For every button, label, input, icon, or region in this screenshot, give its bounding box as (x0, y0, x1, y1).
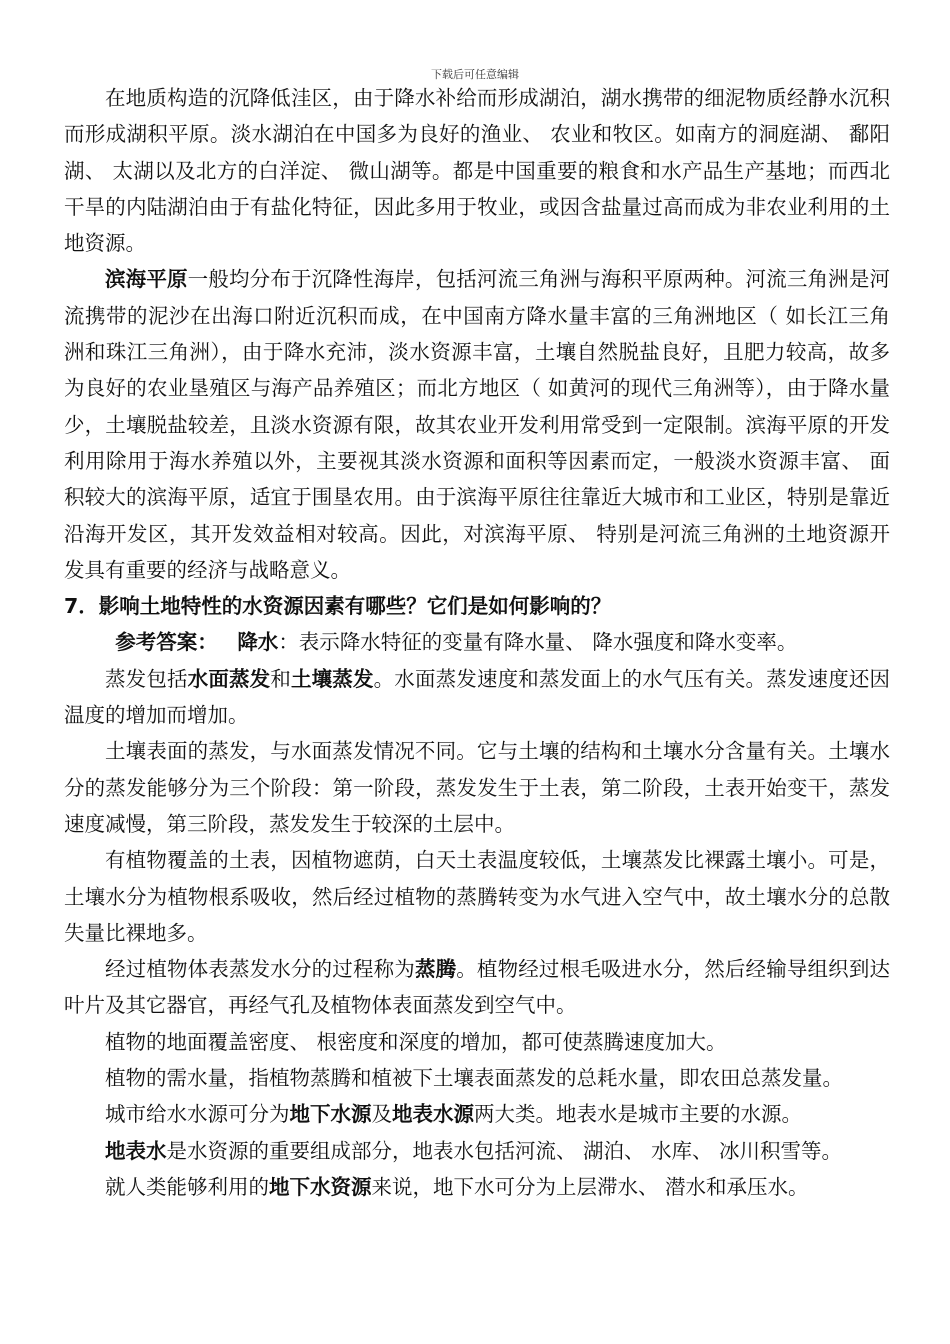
paragraph-evaporation: 蒸发包括水面蒸发和土壤蒸发。水面蒸发速度和蒸发面上的水气压有关。蒸发速度还因温度的增加而增加。 (64, 666, 891, 728)
term-coastal-plain: 滨海平原 (105, 267, 188, 292)
page-header: 下载后可任意编辑 (431, 68, 519, 81)
answer-intro: 参考答案： 降水：表示降水特征的变量有降水量、 降水强度和降水变率。 (115, 630, 798, 655)
paragraph-soil-surface: 土壤表面的蒸发，与水面蒸发情况不同。它与土壤的结构和土壤水分含量有关。土壤水分的蒸发能够分为三个阶段：第一阶段，蒸发发生于土表，第二阶段，土表开始变干，蒸发速度减慢，第三阶段，蒸发发生于较深的土层中。 (64, 739, 890, 836)
paragraph-groundwater: 就人类能够利用的地下水资源来说，地下水可分为上层滞水、 潜水和承压水。 (105, 1174, 809, 1199)
paragraph-lake-plain: 在地质构造的沉降低洼区，由于降水补给而形成湖泊，湖水携带的细泥物质经静水沉积而形成湖积平原。淡水湖泊在中国多为良好的渔业、 农业和牧区。如南方的洞庭湖、 鄱阳湖、 太湖以及北方的白洋淀、 微山湖等。都是中国重要的粮食和水产品生产基地；而西北干旱的内陆湖泊由于有盐化特征，因此多用于牧业，或因含盐量过高而成为非农业利用的土地资源。 (64, 86, 890, 256)
answer-label: 参考答案： (115, 630, 218, 655)
term-soil-evaporation: 土壤蒸发 (290, 666, 374, 691)
paragraph-cover-density: 植物的地面覆盖密度、 根密度和深度的增加，都可使蒸腾速度加大。 (105, 1029, 727, 1054)
question-heading: 7．影响土地特性的水资源因素有哪些？它们是如何影响的？ (64, 594, 612, 619)
document-body (64, 80, 890, 1205)
paragraph-plant-cover: 有植物覆盖的土表，因植物遮荫，白天土表温度较低，土壤蒸发比裸露土壤小。可是，土壤水分为植物根系吸收，然后经过植物的蒸腾转变为水气进入空气中，故土壤水分的总散失量比裸地多。 (64, 848, 890, 945)
term-surface-water-source: 地表水源 (392, 1102, 474, 1127)
paragraph-surface-water: 地表水是水资源的重要组成部分，地表水包括河流、 湖泊、 水库、 冰川积雪等。 (105, 1138, 843, 1163)
paragraph-coastal-plain: 滨海平原一般均分布于沉降性海岸，包括河流三角洲与海积平原两种。河流三角洲是河流携带的泥沙在出海口附近沉积而成，在中国南方降水量丰富的三角洲地区（ 如长江三角洲和珠江三角洲），由于降水充沛，淡水资源丰富，土壤自然脱盐良好，且肥力较高，故多为良好的农业垦殖区与海产品养殖区；而北方地区（ 如黄河的现代三角洲等），由于降水量少，土壤脱盐较差，且淡水资源有限，故其农业开发利用常受到一定限制。滨海平原的开发利用除用于海水养殖以外，主要视其淡水资源和面积等因素而定，一般淡水资源丰富、 面积较大的滨海平原，适宜于围垦农用。由于滨海平原往往靠近大城市和工业区，特别是靠近沿海开发区，其开发效益相对较高。因此，对滨海平原、 特别是河流三角洲的土地资源开发具有重要的经济与战略意义。 (64, 267, 891, 582)
paragraph-transpiration: 经过植物体表蒸发水分的过程称为蒸腾。植物经过根毛吸进水分，然后经输导组织到达叶片及其它器官，再经气孔及植物体表面蒸发到空气中。 (64, 957, 891, 1018)
term-water-evaporation: 水面蒸发 (187, 666, 271, 691)
term-surface-water: 地表水 (105, 1138, 167, 1163)
paragraph-water-demand: 植物的需水量，指植物蒸腾和植被下土壤表面蒸发的总耗水量，即农田总蒸发量。 (105, 1066, 843, 1091)
term-groundwater-source: 地下水源 (289, 1102, 372, 1127)
term-precipitation: 降水 (237, 630, 279, 655)
paragraph-city-water-source: 城市给水水源可分为地下水源及地表水源两大类。地表水是城市主要的水源。 (105, 1102, 802, 1127)
term-groundwater-resource: 地下水资源 (269, 1174, 372, 1199)
term-transpiration: 蒸腾 (414, 957, 457, 982)
